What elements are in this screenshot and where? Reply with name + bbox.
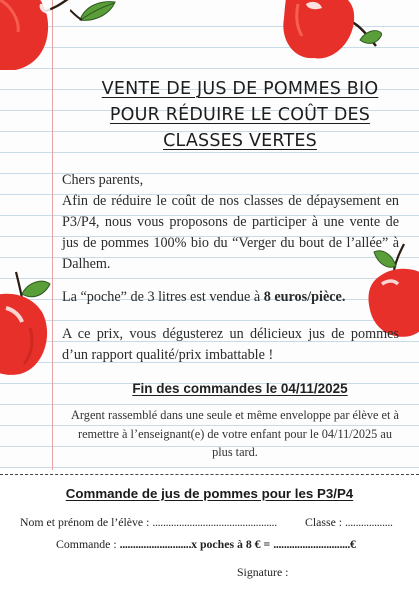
class-label: Classe : [305, 515, 345, 529]
student-name-field[interactable]: ............................................... [152, 515, 277, 529]
order-form-title: Commande de jus de pommes pour les P3/P4 [65, 486, 354, 501]
price-paragraph [62, 287, 399, 308]
deadline-heading: Fin des commandes le 04/11/2025 [132, 381, 348, 396]
apple-top-right-image [282, 0, 382, 62]
class-field[interactable]: .................. [344, 515, 393, 529]
leaf-top-image [70, 0, 120, 30]
payment-note: Argent rassemblé dans une seule et même enveloppe par élève et à remettre à l’enseignant(e) de votre enfant pour le 04/11/2025 au plus tard. [71, 408, 399, 459]
class-row [305, 515, 393, 530]
price-value: 8 euros/pièce. [263, 289, 346, 305]
command-row [56, 537, 356, 552]
euro-symbol: € [350, 537, 356, 551]
student-name-label: Nom et prénom de l’élève : [20, 515, 153, 529]
command-label: Commande : [56, 537, 120, 551]
quantity-field[interactable]: ........................... [119, 537, 192, 551]
title-line-1: VENTE DE JUS DE POMMES BIO [101, 79, 379, 99]
price-formula: x poches à 8 € = [191, 537, 274, 551]
total-field[interactable]: ............................. [273, 537, 351, 551]
student-name-row [20, 515, 277, 530]
cut-line [0, 474, 419, 475]
quality-paragraph: A ce prix, vous dégusterez un délicieux jus de pommes d’un rapport qualité/prix imbattable ! [62, 326, 399, 363]
apple-left-image [0, 268, 56, 380]
page-title [60, 76, 419, 154]
greeting: Chers parents, [62, 172, 144, 188]
title-line-3: CLASSES VERTES [163, 131, 317, 151]
margin-line [52, 0, 53, 470]
price-text: La “poche” de 3 litres est vendue à [62, 289, 264, 305]
apple-top-left-image [0, 0, 80, 70]
title-line-2: POUR RÉDUIRE LE COÛT DES [109, 105, 371, 125]
intro-paragraph: Afin de réduire le coût de nos classes de dépaysement en P3/P4, nous vous proposons de participer à une vente de jus de pommes 100% bio du “Verger du bout de l’allée” à Dalhem. [62, 193, 399, 272]
signature-label[interactable]: Signature : [237, 565, 289, 579]
